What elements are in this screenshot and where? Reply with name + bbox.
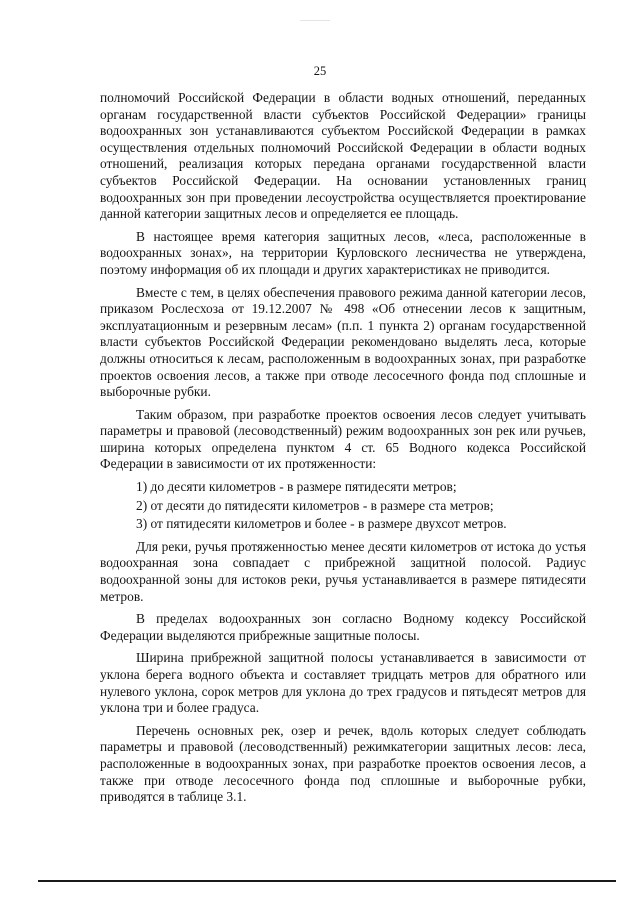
paragraph-short-rivers: Для реки, ручья протяженностью менее десяти километров от истока до устья водоохранная зона совпадает с прибрежной защитной полосой. Радиус водоохранной зоны для истоков реки, ручья устанавливается в размере пятидесяти метров. <box>100 538 586 604</box>
list-item: 1) до десяти километров - в размере пятидесяти метров; <box>136 479 457 495</box>
scan-artifact <box>300 20 330 21</box>
list-item: 3) от пятидесяти километров и более - в размере двухсот метров. <box>136 516 507 532</box>
paragraph-order-reference: Вместе с тем, в целях обеспечения правового режима данной категории лесов, приказом Рослесхоза от 19.12.2007 № 498 «Об отнесении лесов к защитным, эксплуатационным и резервным лесам» (п.п. 1 пункта 2) органам государственной власти субъектов Российской Федерации рекомендовано выделять леса, которые должны относиться к лесам, расположенным в водоохранных зонах, при разработке проектов освоения лесов, а также при отводе лесосечного фонда под сплошные и выборочные рубки. <box>100 284 586 400</box>
paragraph-width-rules: Таким образом, при разработке проектов освоения лесов следует учитывать параметры и правовой (лесоводственный) режим водоохранных зон рек или ручьев, ширина которых определена пунктом 4 ст. 65 Водного кодекса Российской Федерации в зависимости от их протяженности: <box>100 406 586 472</box>
paragraph-continuation: полномочий Российской Федерации в области водных отношений, переданных органам государственной власти субъектов Российской Федерации» границы водоохранных зон устанавливаются субъектом Российской Федерации в рамках осуществления отдельных полномочий Российской Федерации в области водных отношений, реализация которых передана органами государственной власти субъектов Российской Федерации. На основании установленных границ водоохранных зон при проведении лесоустройства осуществляется проектирование данной категории защитных лесов и определяется ее площадь. <box>100 90 586 222</box>
paragraph-current-status: В настоящее время категория защитных лесов, «леса, расположенные в водоохранных зонах», на территории Курловского лесничества не утверждена, поэтому информация об их площади и других характеристиках не приводится. <box>100 228 586 277</box>
width-list <box>100 479 586 533</box>
list-item: 2) от десяти до пятидесяти километров - в размере ста метров; <box>136 497 494 513</box>
paragraph-protective-strips: В пределах водоохранных зон согласно Водному кодексу Российской Федерации выделяются прибрежные защитные полосы. <box>100 611 586 643</box>
page-number: 25 <box>313 64 327 78</box>
paragraph-strip-width: Ширина прибрежной защитной полосы устанавливается в зависимости от уклона берега водного объекта и составляет тридцать метров для обратного или нулевого уклона, сорок метров для уклона до трех градусов и пятьдесят метров для уклона три и более градуса. <box>100 650 586 716</box>
paragraph-table-reference: Перечень основных рек, озер и речек, вдоль которых следует соблюдать параметры и правовой (лесоводственный) режимкатегории защитных лесов: леса, расположенные в водоохранных зонах, при разработке проектов освоения лесов, а также при отводе лесосечного фонда под сплошные и выборочные рубки, приводятся в таблице 3.1. <box>100 722 586 805</box>
footer-rule <box>38 880 616 882</box>
body-text <box>100 90 586 812</box>
